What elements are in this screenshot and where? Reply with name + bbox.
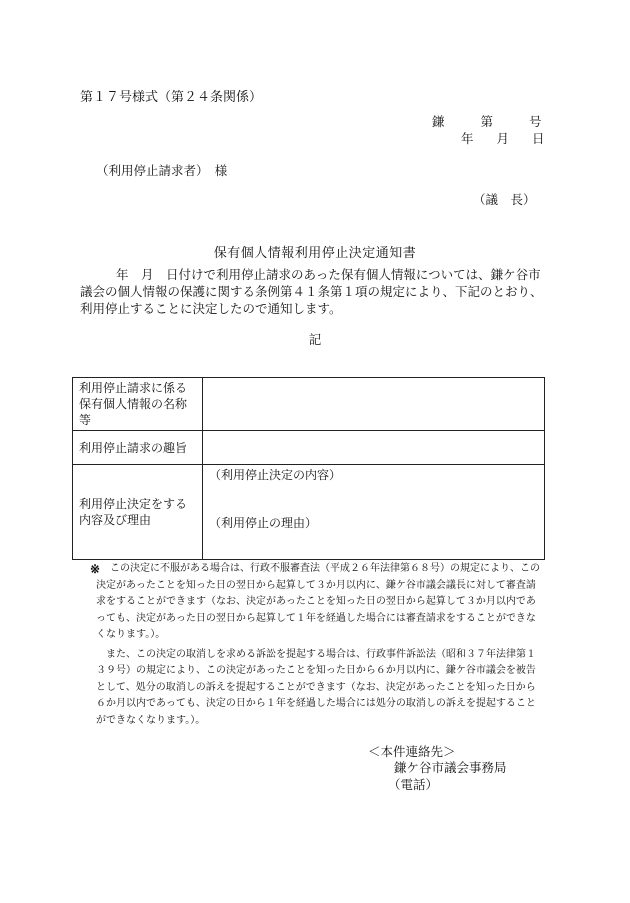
- doc-number-dai: 第: [480, 114, 494, 129]
- note-lawsuit: また、この決定の取消しを求める訴訟を提起する場合は、行政事件訴訟法（昭和３７年法律第１３９号）の規定により、この決定があったことを知った日から６か月以内に、鎌ケ谷市議会を被告として、処分の取消しの訴えを提起することができます（なお、決定があったことを知った日から６か月以内であっても、決定の日から１年を経過した場合には処分の取消しの訴えを提起することができなくなります。）。: [96, 648, 536, 726]
- row-value-purpose: [203, 431, 545, 465]
- date-day: 日: [532, 131, 545, 146]
- decision-reason-label: （利用停止の理由）: [209, 516, 318, 530]
- contact-office: 鎌ケ谷市議会事務局: [394, 760, 507, 775]
- body-text: 年 月 日付けで利用停止請求のあった保有個人情報については、鎌ケ谷市議会の個人情報の保護に関する条例第４１条第１項の規定により、下記のとおり、利用停止することに決定したので通知します。: [80, 267, 543, 316]
- contact-heading: ＜本件連絡先＞: [368, 744, 456, 759]
- ki-heading: 記: [308, 332, 322, 347]
- row-label-decision: 利用停止決定をする内容及び理由: [73, 465, 203, 560]
- decision-content-label: （利用停止決定の内容）: [209, 468, 342, 482]
- note-appeal: この決定に不服がある場合は、行政不服審査法（平成２６年法律第６８号）の規定により、この決定があったことを知った日の翌日から起算して３か月以内に、鎌ケ谷市議会議長に対して審査請求をすることができます（なお、決定があったことを知った日の翌日から起算して３か月以内であっても、決定があった日の翌日から起算して１年を経過した場合には審査請求をすることができなくなります。）。: [96, 563, 540, 640]
- table-row: [73, 431, 545, 465]
- row-label-purpose: 利用停止請求の趣旨: [73, 431, 203, 465]
- note-mark: ※: [90, 562, 101, 576]
- document-number: [432, 112, 542, 130]
- date-year: 年: [461, 131, 474, 146]
- row-label-info-name: 利用停止請求に係る保有個人情報の名称等: [73, 378, 203, 431]
- table-row: [73, 378, 545, 431]
- document-title: 保有個人情報利用停止決定通知書: [213, 246, 417, 261]
- doc-number-prefix: 鎌: [432, 114, 445, 129]
- row-value-decision: [203, 465, 545, 560]
- sender: （議 長）: [473, 192, 536, 207]
- details-table: [72, 377, 545, 560]
- row-value-info-name: [203, 378, 545, 431]
- addressee: （利用停止請求者） 様: [96, 163, 228, 178]
- contact-phone: （電話）: [388, 777, 439, 792]
- notes: [90, 561, 542, 729]
- form-number: 第１７号様式（第２４条関係）: [80, 90, 263, 105]
- issue-date: [461, 129, 545, 147]
- date-month: 月: [496, 131, 510, 146]
- table-row: [73, 465, 545, 560]
- doc-number-go: 号: [529, 114, 542, 129]
